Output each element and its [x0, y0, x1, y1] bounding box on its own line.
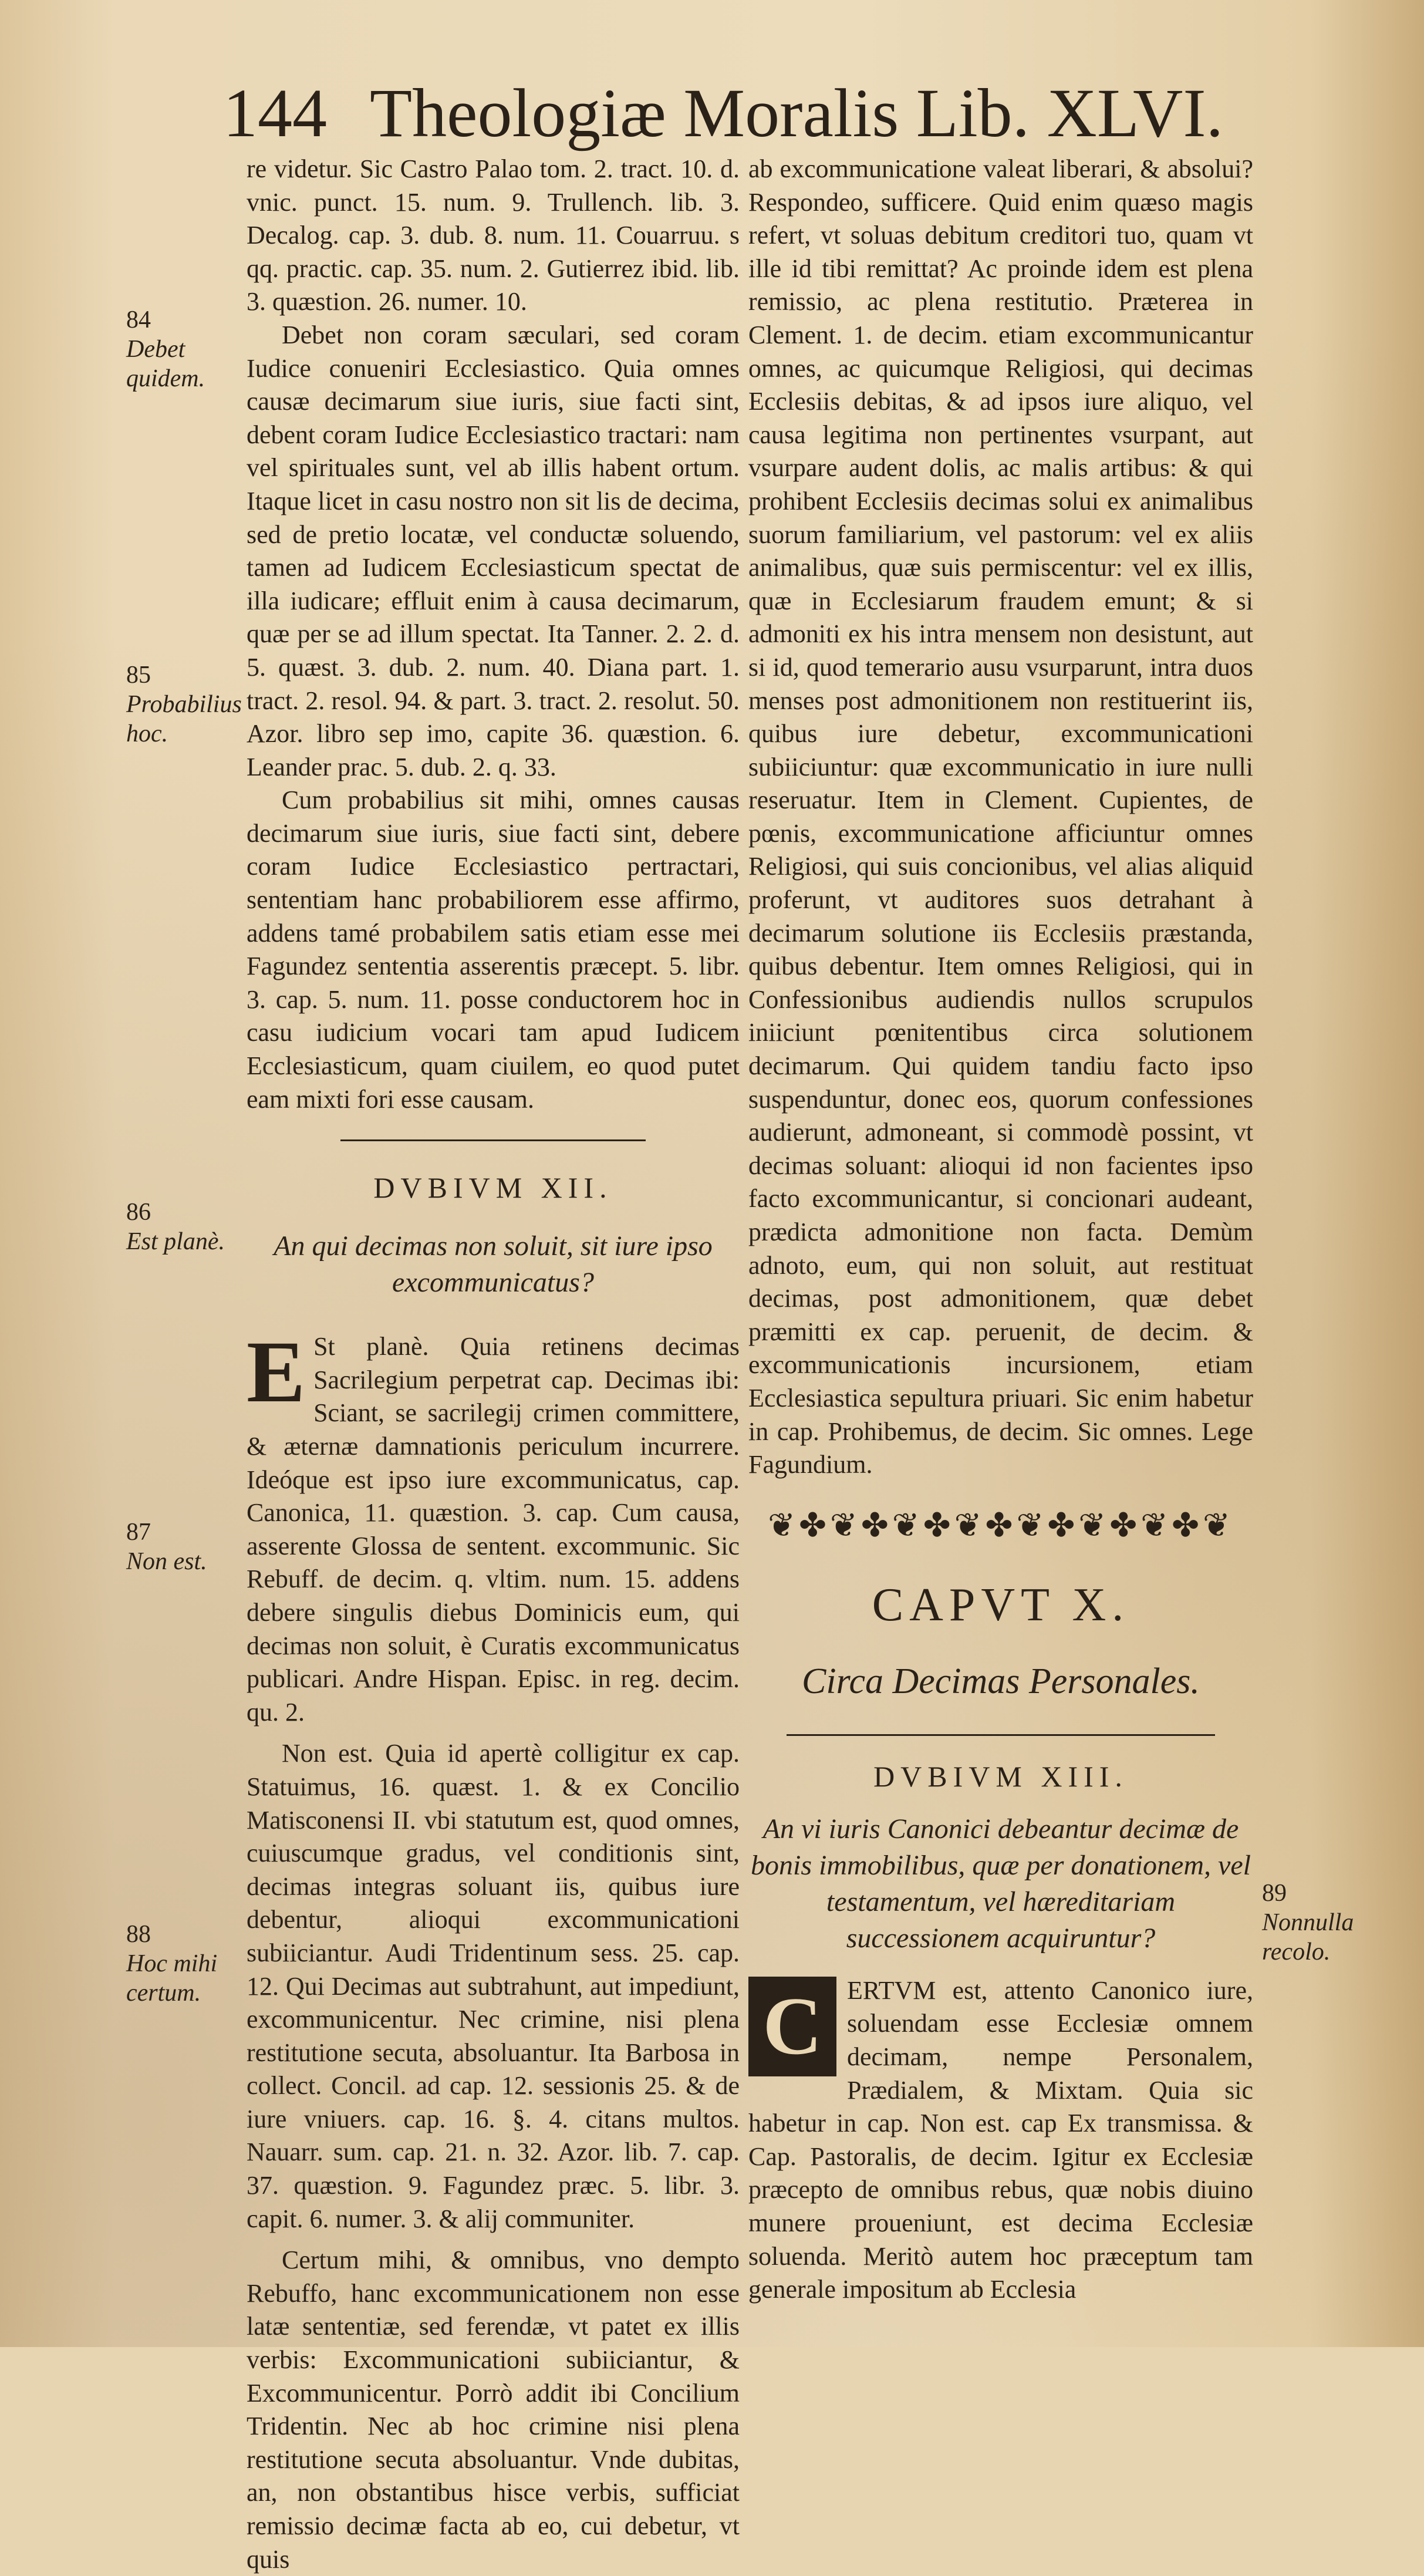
margin-note-89 [1262, 1879, 1379, 1967]
margin-note-88 [126, 1920, 238, 2008]
margin-number: 84 [126, 306, 151, 333]
ornamental-initial: C [748, 1977, 836, 2076]
paragraph-continued-right: ab excommunicatione valeat liberari, & absolui? Respondeo, sufficere. Quid enim quæso magis refert, vt soluas debitum creditori tuo, quam vt ille id tibi remittat? Ac proinde idem est plena remissio, ac plena restitutio. Præterea in Clement. 1. de decim. etiam excommunicantur omnes, ac quicumque Religiosi, qui decimas Ecclesiis debitas, & ad ipsos iure aliquo, vel causa legitima non pertinentes vsurpant, aut vsurpare audent dolis, ac malis artibus: & qui prohibent Ecclesiis decimas solui ex animalibus suorum familiarium, vel pastorum: vel ex aliis animalibus, quæ suis permiscentur: vel ex illis, quæ in Ecclesiarum fraudem emunt; & si admoniti ex his intra mensem non desistunt, aut si id, quod temerario ausu vsurparunt, intra duos menses post admonitionem non restituerint iis, quibus iure debetur, excommunicationi subiiciuntur: quæ excommunicatio in iure nulli reseruatur. Item in Clement. Cupientes, de pœnis, excommunicatione afficiuntur omnes Religiosi, qui suis concionibus, vel alias aliquid proferunt, vt auditores suos detrahant à decimarum solutione iis Ecclesiis præstanda, quibus debentur. Item omnes Religiosi, qui in Confessionibus audiendis nullos scrupulos iniiciunt pœnitentibus circa solutionem decimarum. Qui quidem tandiu facto ipso suspenduntur, donec eos, quorum confessiones audierunt, admoneant, si commodè possint, vt decimas soluant: alioqui id non facientes ipso facto excommunicantur, si concionari audeant, prædicta admonitione non facta. Demùm adnoto, eum, qui non soluit, aut restituat decimas, post admonitionem, quæ debet præmitti ex cap. peruenit, de decim. & excommunicationis incursionem, etiam Ecclesiastica sepultura priuari. Sic enim habetur in cap. Prohibemus, de decim. Sic omnes. Lege Fagundium. [748, 154, 1253, 1479]
margin-number: 86 [126, 1199, 151, 1226]
margin-number: 85 [126, 662, 151, 689]
paragraph-continued: re videtur. Sic Castro Palao tom. 2. tract. 10. d. vnic. punct. 15. num. 9. Trullench. lib. 3. Decalog. cap. 3. dub. 8. num. 11. Couarruu. s qq. practic. cap. 35. num. 2. Gutierrez ibid. lib. 3. quæstion. 26. numer. 10. [247, 154, 740, 316]
margin-note-86 [126, 1198, 244, 1256]
paragraph-88: Certum mihi, & omnibus, vno dempto Rebuffo, hanc excommunicationem non esse latæ sententiæ, sed ferendæ, vt patet ex illis verbis: Excommunicationi subiiciantur, & Excommunicentur. Porrò addit ibi Concilium Tridentin. Nec ab hoc crimine nisi plena restitutione secuta absoluantur. Vnde dubitas, an, non obstantibus hisce verbis, sufficiat remissio decimæ facta ab eo, cui debetur, vt quis [247, 2245, 740, 2574]
margin-number: 88 [126, 1921, 151, 1948]
chapter-heading: CAPVT X. [872, 1579, 1130, 1631]
margin-note-87 [126, 1518, 244, 1576]
margin-label: Hoc mihi certum. [126, 1950, 218, 2007]
drop-cap-letter: E [247, 1323, 306, 1421]
dubium-heading: DVBIVM XII. [373, 1171, 613, 1205]
paragraph-89: ERTVM est, attento Canonico iure, soluendam esse Ecclesiæ omnem decimam, nempe Personalem, Prædialem, & Mixtam. Quia sic habetur in cap. Non est. cap Ex transmissa. & Cap. Pastoralis, de decim. Igitur ex Ecclesiæ præcepto de omnibus rebus, quæ nobis diuino munere proueniunt, est decima Ecclesiæ soluenda. Meritò autem hoc præceptum tam generale impositum ab Ecclesia [748, 1975, 1253, 2304]
left-column [247, 153, 740, 2576]
paragraph-86-block [247, 1323, 740, 1729]
dubium-heading: DVBIVM XIII. [873, 1759, 1128, 1793]
chapter-subtitle: Circa Decimas Personales. [802, 1661, 1200, 1701]
margin-label: Probabilius hoc. [126, 691, 242, 747]
paragraph-85: Cum probabilius sit mihi, omnes causas decimarum siue iuris, siue facti sint, debere coram Iudice Ecclesiastico pertractari, sententiam hanc probabiliorem esse affirmo, addens tamé probabilem satis etiam esse mei Fagundez sententia asserentis præcept. 5. libr. 3. cap. 5. num. 11. posse conductorem hoc in casu iudicium vocari tam apud Iudicem Ecclesiasticum, quam ciuilem, eo quod putet eam mixti fori esse causam. [247, 785, 740, 1114]
page-header [223, 75, 1224, 151]
paragraph-84: Debet non coram sæculari, sed coram Iudice conueniri Ecclesiastico. Quia omnes causæ decimarum siue iuris, siue facti sint, debent coram Iudice Ecclesiastico tractari: nam vel spirituales sunt, vel ab illis habent ortum. Itaque licet in casu nostro non sit lis de decima, sed de pretio locatæ, vel conductæ soluendo, tamen ad Iudicem Ecclesiasticum spectat de illa iudicare; effluit enim à causa decimarum, quæ per se ad illum spectat. Ita Tanner. 2. 2. d. 5. quæst. 3. dub. 2. num. 40. Diana part. 1. tract. 2. resol. 94. & part. 3. tract. 2. resolut. 50. Azor. libro sep imo, capite 36. quæstion. 6. Leander prac. 5. dub. 2. q. 33. [247, 320, 740, 781]
margin-label: Non est. [126, 1548, 207, 1575]
margin-number: 87 [126, 1519, 151, 1546]
paragraph-87: Non est. Quia id apertè colligitur ex cap. Statuimus, 16. quæst. 1. & ex Concilio Matisconensi II. vbi statutum est, quod omnes, cuiuscumque gradus, vel conditionis sint, decimas integras soluant iis, quibus iure debentur, alioqui excommunicationi subiiciantur. Audi Tridentinum sess. 25. cap. 12. Qui Decimas aut subtrahunt, aut impediunt, excommunicentur. Nec crimine, nisi plena restitutione secuta, absoluantur. Ita Barbosa in collect. Concil. ad cap. 12. sessionis 25. & de iure vniuers. cap. 16. §. 4. citans multos. Nauarr. sum. cap. 21. n. 32. Azor. lib. 7. cap. 37. quæstion. 9. Fagundez præc. 5. libr. 3. capit. 6. numer. 3. & alij communiter. [247, 1739, 740, 2233]
right-column [748, 153, 1253, 2307]
running-title: Theologiæ Moralis Lib. XLVI. [370, 75, 1224, 151]
margin-label: Debet quidem. [126, 336, 205, 392]
margin-note-85 [126, 660, 244, 748]
margin-label: Est planè. [126, 1228, 225, 1255]
ornament-band: ❦✤❦✤❦✤❦✤❦✤❦✤❦✤❦ [768, 1507, 1234, 1544]
margin-label: Nonnulla recolo. [1262, 1909, 1354, 1965]
margin-number: 89 [1262, 1880, 1287, 1907]
dubium-question: An qui decimas non soluit, sit iure ipso excommunicatus? [274, 1230, 713, 1299]
paragraph-89-block [748, 1974, 1253, 2307]
margin-note-84 [126, 305, 235, 393]
paragraph-86: St planè. Quia retinens decimas Sacrilegium perpetrat cap. Decimas ibi: Sciant, se sacrilegij crimen committere, & æternæ damnationis periculum incurrere. Ideóque est ipso iure excommunicatus, cap. Canonica, 11. quæstion. 3. cap. Cum causa, asserente Glossa de sentent. excommunic. Sic Rebuff. de decim. q. vltim. num. 15. addens debere singulis diebus Dominicis eum, qui decimas non soluit, è Curatis excommunicatus publicari. Andre Hispan. Episc. in reg. decim. qu. 2. [247, 1332, 740, 1727]
page-number: 144 [223, 75, 327, 151]
dubium-question: An vi iuris Canonici debeantur decimæ de bonis immobilibus, quæ per donationem, vel testamentum, vel hæreditariam successionem acquiruntur? [751, 1813, 1251, 1954]
